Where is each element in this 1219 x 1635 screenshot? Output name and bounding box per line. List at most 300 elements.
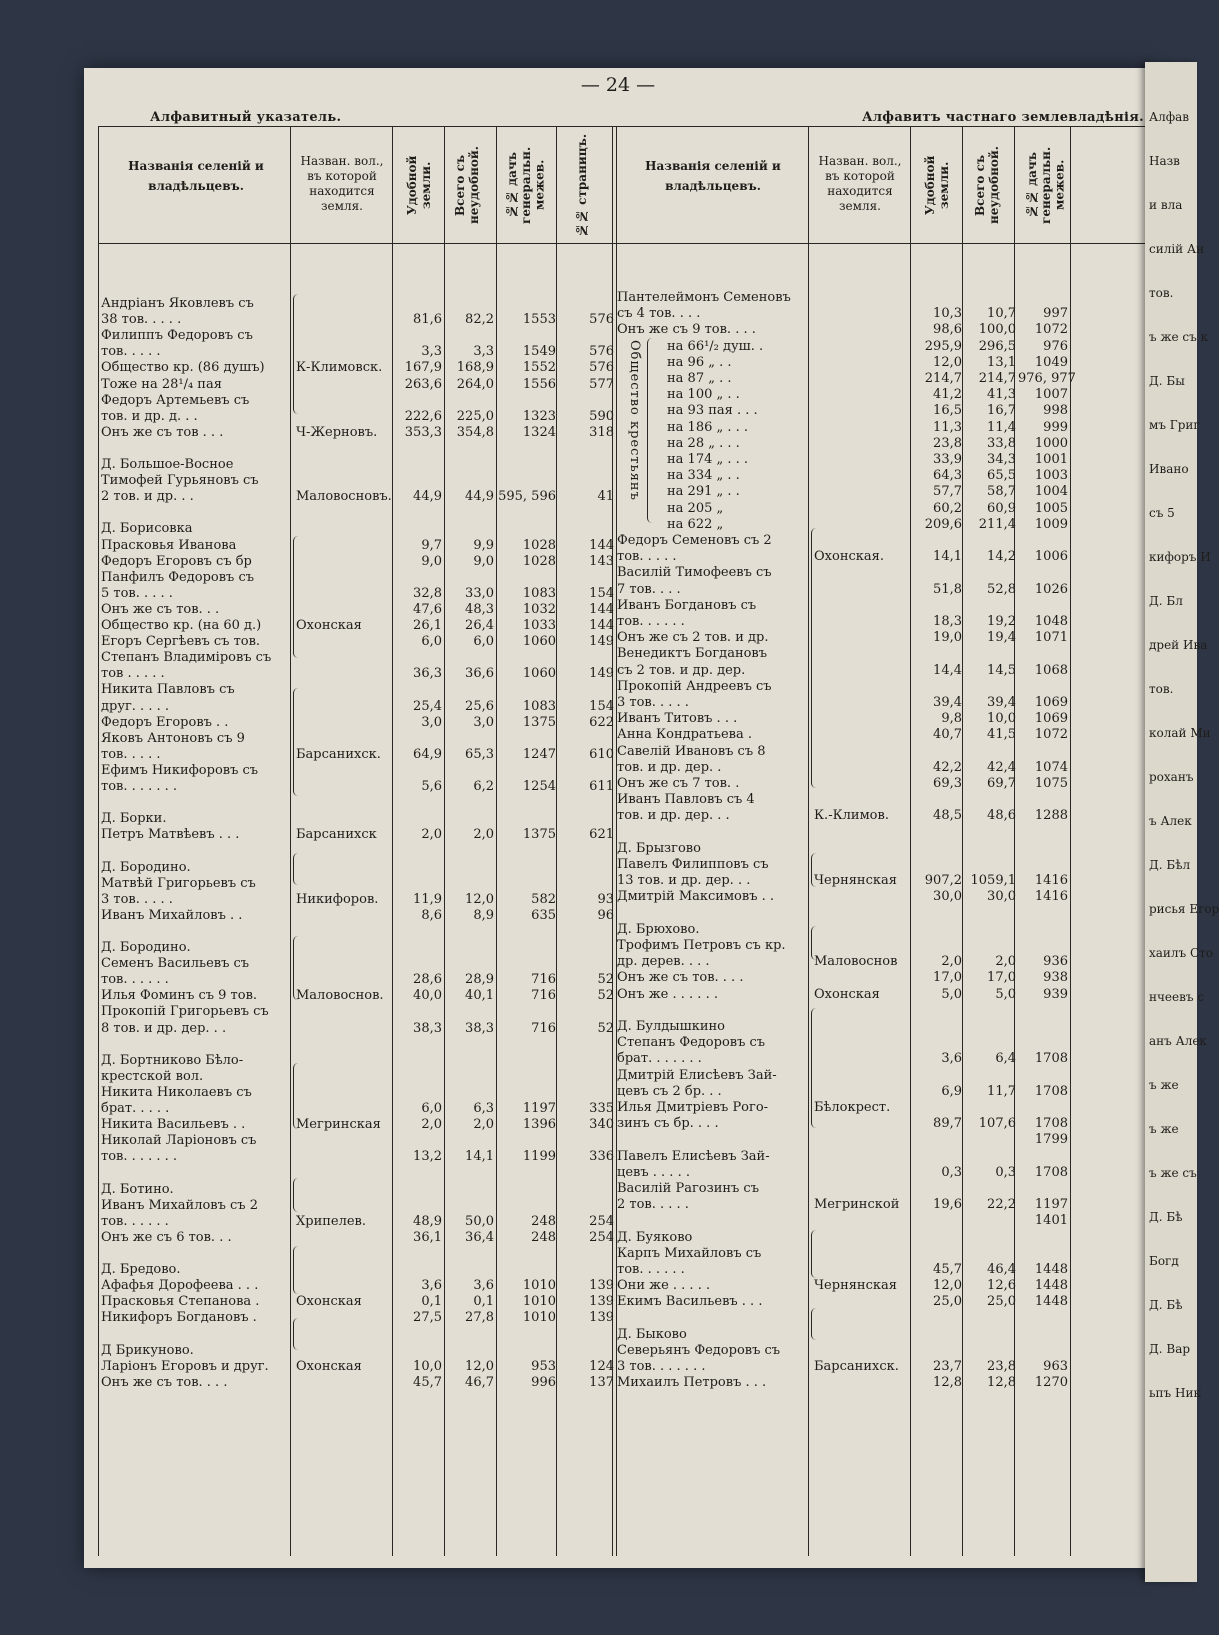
entry-page: 577: [589, 376, 614, 392]
entry-name: [617, 825, 817, 840]
entry-good-land: [910, 1343, 962, 1358]
entry-volost: [814, 970, 914, 985]
entry-good-land: 3,0: [421, 714, 442, 730]
entry-total: [964, 1213, 1016, 1228]
entry-dacha: [1018, 1003, 1068, 1018]
entry-total: 36,6: [465, 666, 494, 682]
entry-total: 6,2: [473, 779, 494, 794]
entry-name: Д. Борисовка: [101, 521, 193, 537]
entry-name: Федоръ Семеновъ съ 2: [617, 533, 772, 548]
entry-total: [964, 744, 1016, 759]
adjacent-page-fragment: анъ Алек: [1149, 1034, 1207, 1048]
entry-total: 13,1: [987, 354, 1016, 370]
entry-good-land: [392, 441, 442, 456]
entry-total: [444, 940, 494, 955]
col-header-pages: №№ страницъ.: [575, 133, 589, 237]
entry-dacha: 1708: [1034, 1164, 1068, 1180]
entry-total: 214,7: [978, 371, 1016, 386]
entry-dacha: 1006: [1034, 549, 1068, 565]
entry-volost: [296, 409, 406, 424]
entry-volost: Барсанихск.: [814, 1359, 899, 1375]
entry-dacha: 1199: [522, 1149, 556, 1165]
entry-dacha: 1010: [522, 1278, 556, 1294]
entry-volost: К-Климовск.: [296, 360, 383, 376]
entry-total: [444, 457, 494, 472]
entry-name: [617, 906, 817, 921]
entry-dacha: [496, 843, 556, 858]
entry-volost: [814, 452, 914, 467]
entry-total: 38,3: [465, 1020, 494, 1036]
entry-name: на 66¹/₂ душ. .: [667, 338, 764, 354]
entry-good-land: [392, 1182, 442, 1197]
entry-good-land: [392, 393, 442, 408]
entry-good-land: 8,6: [421, 907, 442, 923]
entry-dacha: 1197: [1034, 1197, 1068, 1213]
entry-total: 40,1: [465, 988, 494, 1004]
entry-total: [444, 860, 494, 875]
adjacent-page-fragment: рисья Егор: [1149, 902, 1219, 916]
entry-volost: Барсанихск: [296, 827, 377, 843]
entry-volost: Мегринская: [296, 1117, 381, 1133]
entry-page: 137: [589, 1374, 614, 1390]
adjacent-page-fragment: Назв: [1149, 154, 1180, 168]
entry-page: [556, 843, 614, 858]
entry-dacha: [496, 1165, 556, 1180]
entry-good-land: 26,1: [413, 618, 442, 633]
entry-dacha: [496, 1004, 556, 1019]
entry-total: [444, 650, 494, 665]
entry-name: на 205 „: [667, 500, 724, 516]
entry-good-land: 16,5: [933, 403, 962, 419]
entry-total: [964, 1343, 1016, 1358]
entry-name: Д. Бортниково Бѣло-: [101, 1052, 244, 1068]
entry-volost: [814, 436, 914, 451]
entry-name: Михаилъ Петровъ . . .: [617, 1375, 767, 1391]
entry-volost: [296, 602, 406, 617]
entry-dacha: 1010: [522, 1310, 556, 1326]
entry-name: [617, 1132, 817, 1147]
entry-page: 96: [597, 907, 614, 923]
entry-volost: [296, 1262, 406, 1277]
entry-dacha: 1000: [1034, 435, 1068, 451]
entry-name: Федоръ Егоровъ съ бр: [101, 553, 252, 569]
entry-dacha: [1018, 1019, 1068, 1034]
entry-total: 14,5: [987, 662, 1016, 678]
entry-name: Венедиктъ Богдановъ: [617, 646, 768, 662]
entry-good-land: 12,0: [933, 1278, 962, 1294]
entry-good-land: 36,1: [413, 1229, 442, 1245]
entry-total: [444, 1037, 494, 1052]
entry-dacha: [1018, 938, 1068, 953]
entry-total: [964, 598, 1016, 613]
entry-page: [556, 1165, 614, 1180]
entry-total: [964, 1019, 1016, 1034]
entry-dacha: [1018, 1035, 1068, 1050]
entry-dacha: 1375: [522, 714, 556, 730]
entry-name: 3 тов. . . . .: [101, 891, 173, 907]
entry-volost: [296, 457, 406, 472]
entry-total: 107,6: [978, 1116, 1016, 1132]
entry-dacha: 635: [531, 907, 556, 923]
entry-page: 52: [597, 1020, 614, 1036]
entry-total: [444, 1326, 494, 1341]
entry-good-land: 33,9: [933, 452, 962, 467]
entry-total: [444, 296, 494, 311]
entry-good-land: 28,6: [413, 972, 442, 988]
entry-page: [556, 505, 614, 520]
entry-total: [964, 290, 1016, 305]
entry-total: 6,0: [473, 634, 494, 650]
entry-volost: Чернянская: [814, 873, 897, 889]
entry-volost: [296, 328, 406, 343]
entry-name: на 334 „ . .: [667, 468, 740, 484]
entry-name: тов. и др. дер. . .: [617, 808, 730, 824]
entry-name: друг. . . . .: [101, 698, 169, 714]
col-header-total: Всего съ неудобной.: [453, 146, 481, 224]
entry-volost: [296, 505, 406, 520]
adjacent-page-fragment: роханъ: [1149, 770, 1194, 784]
entry-name: Онъ же . . . . . .: [617, 986, 718, 1002]
entry-page: [556, 521, 614, 536]
entry-name: тов. . . . .: [101, 344, 161, 360]
entry-page: 621: [589, 827, 614, 843]
entry-volost: [814, 1132, 914, 1147]
entry-dacha: 1083: [522, 698, 556, 714]
entry-volost: [296, 344, 406, 359]
entry-total: 50,0: [465, 1213, 494, 1229]
entry-dacha: 1375: [522, 827, 556, 843]
entry-volost: [296, 1165, 406, 1180]
entry-dacha: [1018, 1327, 1068, 1342]
entry-dacha: [1018, 1068, 1068, 1083]
entry-name: Яковъ Антоновъ съ 9: [101, 730, 245, 746]
entry-dacha: [496, 521, 556, 536]
entry-dacha: [1018, 533, 1068, 548]
entry-dacha: 1074: [1034, 759, 1068, 775]
entry-good-land: 2,0: [421, 1117, 442, 1133]
entry-name: Никита Васильевъ . .: [101, 1117, 246, 1133]
entry-good-land: [910, 1132, 962, 1147]
entry-total: 25,0: [987, 1294, 1016, 1310]
entry-dacha: 1068: [1034, 662, 1068, 678]
entry-good-land: [910, 565, 962, 580]
entry-dacha: [1018, 841, 1068, 856]
entry-volost: [814, 1294, 914, 1309]
entry-page: 93: [597, 891, 614, 907]
entry-dacha: 1083: [522, 585, 556, 601]
entry-volost: [814, 322, 914, 337]
entry-page: [556, 1343, 614, 1358]
col-header-good-land: Удобной земли.: [405, 155, 433, 215]
entry-page: [556, 1326, 614, 1341]
entry-total: [444, 795, 494, 810]
entry-volost: Охонская: [296, 1358, 362, 1374]
entry-name: брат. . . . .: [101, 1101, 170, 1116]
entry-volost: [814, 598, 914, 613]
entry-name: Матвѣй Григорьевъ съ: [101, 875, 256, 891]
entry-name: тов. . . . . .: [617, 1262, 685, 1277]
entry-volost: [296, 634, 406, 649]
entry-page: 622: [589, 714, 614, 730]
entry-total: [964, 1035, 1016, 1050]
entry-total: 41,5: [987, 727, 1016, 743]
entry-name: Павелъ Филипповъ съ: [617, 857, 769, 872]
entry-total: [964, 1230, 1016, 1245]
entry-total: 17,0: [987, 970, 1016, 986]
entry-page: 154: [589, 698, 614, 714]
entry-page: [556, 441, 614, 456]
entry-page: [556, 763, 614, 778]
entry-page: 144: [589, 601, 614, 617]
entry-volost: [296, 586, 406, 601]
entry-volost: [296, 570, 406, 585]
entry-good-land: 214,7: [924, 371, 962, 386]
entry-volost: [296, 1326, 406, 1341]
entry-good-land: [392, 811, 442, 826]
entry-total: 264,0: [456, 376, 494, 392]
entry-total: [444, 1343, 494, 1358]
adjacent-page-fragment: хаилъ Сто: [1149, 946, 1214, 960]
entry-dacha: [1018, 792, 1068, 807]
entry-good-land: [392, 521, 442, 536]
entry-name: [101, 1326, 291, 1341]
entry-name: съ 4 тов. . . .: [617, 306, 701, 322]
entry-dacha: [1018, 679, 1068, 694]
entry-page: [556, 1262, 614, 1277]
entry-name: Прасковья Степанова .: [101, 1294, 260, 1310]
entry-dacha: 976: [1043, 338, 1068, 354]
entry-name: на 93 пая . . .: [667, 403, 758, 419]
entry-name: [101, 843, 291, 858]
entry-good-land: 5,6: [421, 779, 442, 794]
entry-good-land: 5,0: [941, 986, 962, 1002]
entry-name: на 622 „: [667, 516, 724, 532]
entry-name: Илья Фоминъ съ 9 тов.: [101, 988, 258, 1004]
entry-good-land: [910, 1246, 962, 1261]
page-number: — 24 —: [580, 74, 656, 96]
entry-volost: [296, 972, 406, 987]
adjacent-page-fragment: мъ Григ: [1149, 418, 1200, 432]
col-divider: [1070, 126, 1071, 1556]
entry-page: 335: [589, 1101, 614, 1116]
entry-volost: [296, 811, 406, 826]
entry-dacha: 1071: [1034, 630, 1068, 646]
entry-volost: [814, 339, 914, 354]
entry-page: 254: [589, 1213, 614, 1229]
entry-total: 354,8: [456, 424, 494, 440]
entry-volost: [814, 1149, 914, 1164]
entry-page: [556, 1182, 614, 1197]
entry-dacha: [496, 570, 556, 585]
entry-volost: [296, 1343, 406, 1358]
entry-good-land: [910, 290, 962, 305]
entry-name: тов. . . . . . .: [101, 1149, 178, 1165]
entry-good-land: 64,9: [413, 746, 442, 762]
entry-dacha: 1323: [522, 408, 556, 424]
entry-dacha: [496, 1069, 556, 1084]
entry-dacha: [496, 441, 556, 456]
entry-volost: [814, 1262, 914, 1277]
entry-good-land: [910, 938, 962, 953]
entry-page: 139: [589, 1278, 614, 1294]
entry-name: Онъ же съ 2 тов. и др.: [617, 630, 769, 646]
adjacent-page-fragment: Д. Вар: [1149, 1342, 1191, 1356]
entry-name: Дмитрій Максимовъ . .: [617, 889, 775, 905]
entry-name: Д. Бородино.: [101, 940, 191, 955]
entry-name: Егоръ Сергѣевъ съ тов.: [101, 634, 261, 650]
entry-name: 38 тов. . . . .: [101, 312, 182, 328]
entry-name: тов. . . . . . .: [101, 779, 178, 794]
entry-volost: [296, 1149, 406, 1164]
entry-dacha: [1018, 825, 1068, 840]
entry-total: [444, 1165, 494, 1180]
entry-name: Северьянъ Федоровъ съ: [617, 1343, 781, 1358]
entry-name: [101, 1037, 291, 1052]
entry-volost: [814, 1116, 914, 1131]
entry-name: Онъ же съ тов . . .: [101, 424, 224, 440]
entry-good-land: [392, 473, 442, 488]
entry-volost: [814, 290, 914, 305]
entry-volost: [814, 501, 914, 516]
entry-page: [556, 682, 614, 697]
entry-good-land: 907,2: [924, 873, 962, 889]
entry-volost: [814, 727, 914, 742]
entry-total: [964, 938, 1016, 953]
entry-total: 5,0: [995, 986, 1016, 1002]
adjacent-page-fragment: тов.: [1149, 682, 1174, 696]
entry-name: 5 тов. . . . .: [101, 585, 173, 601]
entry-name: Иванъ Михайловъ . .: [101, 907, 243, 923]
entry-dacha: 1069: [1034, 695, 1068, 710]
entry-page: [556, 457, 614, 472]
entry-volost: [814, 1213, 914, 1228]
entry-volost: [814, 484, 914, 499]
entry-dacha: 938: [1043, 970, 1068, 986]
entry-dacha: 1448: [1034, 1294, 1068, 1310]
entry-name: др. дерев. . . .: [617, 954, 710, 970]
entry-name: Прокопій Григорьевъ съ: [101, 1004, 269, 1020]
entry-dacha: 999: [1043, 419, 1068, 435]
entry-name: на 291 „ . .: [667, 484, 740, 500]
entry-total: 44,9: [465, 489, 494, 505]
entry-volost: [814, 1311, 914, 1326]
entry-page: [556, 924, 614, 939]
entry-total: [964, 1068, 1016, 1083]
entry-volost: [296, 1198, 406, 1213]
entry-good-land: 48,9: [413, 1213, 442, 1229]
entry-volost: [296, 843, 406, 858]
entry-name: съ 2 тов. и др. дер.: [617, 662, 746, 678]
entry-total: 9,9: [473, 537, 494, 553]
entry-total: 100,0: [978, 322, 1016, 338]
entry-total: [964, 1181, 1016, 1196]
entry-name: 3 тов. . . . .: [617, 695, 689, 710]
entry-total: 2,0: [995, 954, 1016, 970]
entry-total: [444, 1198, 494, 1213]
entry-name: Д Брикуново.: [101, 1342, 194, 1358]
entry-page: 340: [589, 1117, 614, 1133]
entry-good-land: [910, 533, 962, 548]
entry-good-land: 12,8: [933, 1375, 962, 1391]
entry-good-land: 13,2: [413, 1149, 442, 1165]
entry-dacha: [1018, 1149, 1068, 1164]
entry-volost: [296, 731, 406, 746]
entry-good-land: 60,2: [933, 500, 962, 516]
entry-volost: [296, 1230, 406, 1245]
entry-volost: [814, 646, 914, 661]
entry-total: 52,8: [987, 581, 1016, 597]
entry-total: [444, 876, 494, 891]
entry-dacha: [496, 811, 556, 826]
entry-name: Филиппъ Федоровъ съ: [101, 328, 253, 344]
entry-volost: [814, 792, 914, 807]
entry-total: 168,9: [456, 360, 494, 376]
entry-volost: [296, 393, 406, 408]
entry-name: Анна Кондратьева .: [617, 727, 752, 743]
entry-name: тов. . . . . .: [101, 1213, 169, 1229]
entry-good-land: [392, 1246, 442, 1261]
entry-volost: [814, 1181, 914, 1196]
entry-dacha: 716: [531, 972, 556, 988]
entry-name: Семенъ Васильевъ съ: [101, 956, 250, 972]
entry-total: 2,0: [473, 1117, 494, 1133]
entry-total: [964, 792, 1016, 807]
entry-name: Пантелеймонъ Семеновъ: [617, 290, 791, 305]
entry-name: Д. Брызгово: [617, 840, 701, 856]
entry-dacha: [496, 393, 556, 408]
entry-name: крестской вол.: [101, 1068, 204, 1084]
entry-name: 3 тов. . . . . . .: [617, 1359, 706, 1375]
entry-good-land: 89,7: [933, 1116, 962, 1132]
entry-dacha: 1396: [522, 1117, 556, 1133]
entry-name: Карпъ Михайловъ съ: [617, 1245, 762, 1261]
entry-good-land: 295,9: [924, 338, 962, 354]
entry-volost: [296, 473, 406, 488]
entry-good-land: 6,0: [421, 1101, 442, 1116]
entry-page: 254: [589, 1229, 614, 1245]
entry-good-land: [392, 328, 442, 343]
entry-volost: Чернянская: [814, 1278, 897, 1294]
entry-total: 3,0: [473, 714, 494, 730]
entry-volost: [814, 1343, 914, 1358]
entry-page: 590: [589, 408, 614, 424]
entry-name: Прасковья Иванова: [101, 537, 237, 553]
adjacent-page-fragment: Д. Бл: [1149, 594, 1183, 608]
entry-volost: Хрипелев.: [296, 1213, 367, 1229]
entry-good-land: [392, 940, 442, 955]
entry-name: Д. Буяково: [617, 1229, 693, 1245]
entry-name: зинъ съ бр. . . .: [617, 1116, 719, 1132]
entry-name: Степанъ Федоровъ съ: [617, 1035, 766, 1051]
entry-total: 27,8: [465, 1310, 494, 1326]
entry-total: 11,7: [987, 1083, 1016, 1099]
entry-dacha: 963: [1043, 1359, 1068, 1375]
entry-dacha: [496, 795, 556, 810]
entry-total: 1059,1: [970, 873, 1016, 889]
entry-name: Василій Рагозинъ съ: [617, 1181, 759, 1196]
entry-page: [556, 956, 614, 971]
entry-page: 52: [597, 972, 614, 988]
entry-dacha: [1018, 1343, 1068, 1358]
entry-name: [617, 1213, 817, 1228]
entry-dacha: [496, 505, 556, 520]
entry-total: [964, 922, 1016, 937]
entry-dacha: [496, 731, 556, 746]
entry-dacha: [496, 1053, 556, 1068]
entry-dacha: 998: [1043, 403, 1068, 419]
entry-volost: Охонская: [296, 618, 362, 633]
entry-name: [101, 795, 291, 810]
